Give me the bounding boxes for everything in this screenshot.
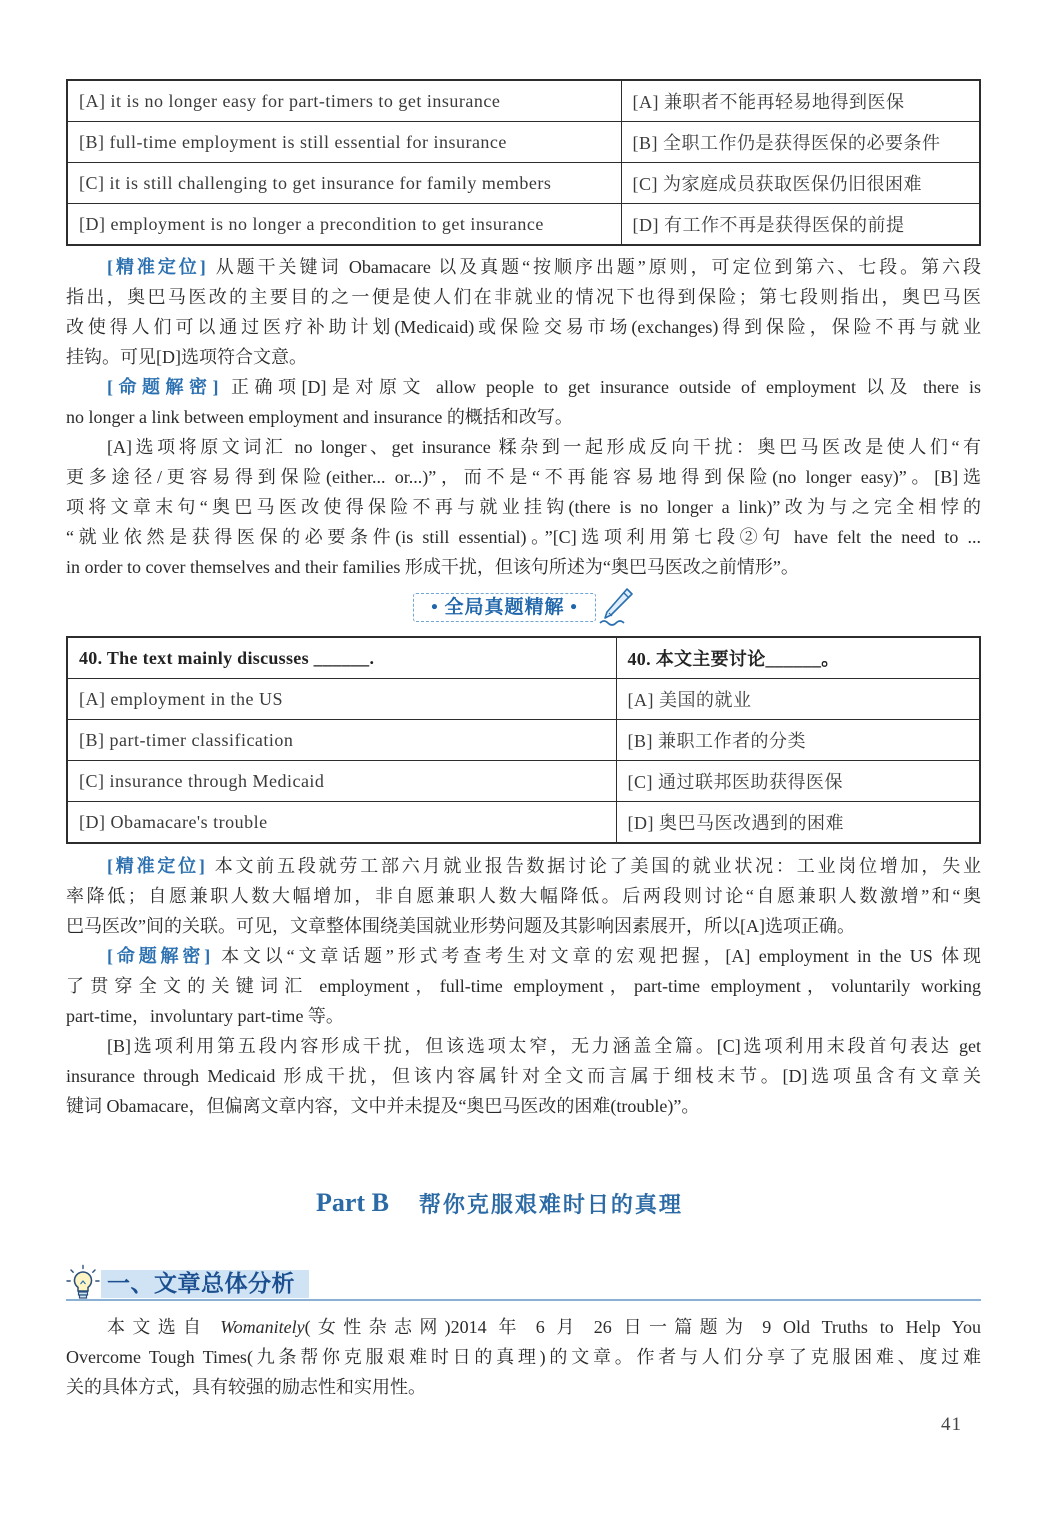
table-row bbox=[67, 761, 980, 802]
analysis-q39 bbox=[66, 252, 981, 582]
paragraph-line: “就业依然是获得医保的必要条件(is still essential)。”[C]选项利用第七段②句 have felt the need to ... bbox=[66, 527, 981, 547]
option-zh: [A] 美国的就业 bbox=[616, 679, 980, 720]
decode-tag: [命题解密] bbox=[107, 946, 211, 966]
paragraph-text: 正确项[D]是对原文 allow people to get insurance outside of employment 以及 there is bbox=[225, 377, 981, 397]
paragraph-text: 从题干关键词 Obamacare 以及真题“按顺序出题”原则，可定位到第六、七段。第六段 bbox=[212, 257, 981, 277]
paragraph-line: 项将文章末句“奥巴马医改使得保险不再与就业挂钩(there is no longer a link)”改为与之完全相悖的 bbox=[66, 497, 981, 517]
question-zh: 40. 本文主要讨论______。 bbox=[616, 637, 980, 679]
option-zh: [D] 奥巴马医改遇到的困难 bbox=[616, 802, 980, 844]
table-row bbox=[67, 679, 980, 720]
part-heading bbox=[316, 1184, 683, 1222]
paragraph-line bbox=[66, 851, 981, 881]
paragraph-line: 关的具体方式，具有较强的励志性和实用性。 bbox=[66, 1377, 426, 1397]
question-en: 40. The text mainly discusses ______. bbox=[67, 637, 616, 679]
option-zh: [C] 为家庭成员获取医保仍旧很困难 bbox=[621, 163, 980, 204]
option-zh: [D] 有工作不再是获得医保的前提 bbox=[621, 204, 980, 246]
paragraph-line: Overcome Tough Times(九条帮你克服艰难时日的真理)的文章。作者与人们分享了克服困难、度过难 bbox=[66, 1347, 981, 1367]
page-number: 41 bbox=[941, 1414, 962, 1435]
article-overview bbox=[66, 1312, 981, 1402]
paragraph-line: part-time，involuntary part-time 等。 bbox=[66, 1006, 344, 1026]
paragraph-line: 改使得人们可以通过医疗补助计划(Medicaid)或保险交易市场(exchanges)得到保险，保险不再与就业 bbox=[66, 317, 981, 337]
paragraph-line bbox=[66, 1312, 981, 1342]
section-banner: • 全局真题精解 • bbox=[413, 593, 596, 622]
paragraph-line: 了贯穿全文的关键词汇 employment，full-time employment，part-time employment，voluntarily working bbox=[66, 976, 981, 996]
option-en: [A] employment in the US bbox=[67, 679, 616, 720]
option-zh: [B] 全职工作仍是获得医保的必要条件 bbox=[621, 122, 980, 163]
paragraph-line: in order to cover themselves and their families 形成干扰，但该句所述为“奥巴马医改之前情形”。 bbox=[66, 557, 799, 577]
paragraph-line: 巴马医改”间的关联。可见，文章整体围绕美国就业形势问题及其影响因素展开，所以[A]选项正确。 bbox=[66, 916, 855, 936]
option-en: [B] part-timer classification bbox=[67, 720, 616, 761]
paragraph-line: no longer a link between employment and insurance 的概括和改写。 bbox=[66, 407, 573, 427]
paragraph-text: 本文以“文章话题”形式考查考生对文章的宏观把握，[A] employment in the US 体现 bbox=[217, 946, 981, 966]
table-row bbox=[67, 802, 980, 844]
paragraph-text: 本文前五段就劳工部六月就业报告数据讨论了美国的就业状况：工业岗位增加，失业 bbox=[211, 856, 981, 876]
locate-tag: [精准定位] bbox=[107, 856, 205, 876]
paragraph-line bbox=[66, 252, 981, 282]
options-table-q40 bbox=[66, 636, 981, 844]
table-row bbox=[67, 163, 980, 204]
paragraph-line: 键词 Obamacare，但偏离文章内容，文中并未提及“奥巴马医改的困难(trouble)”。 bbox=[66, 1096, 700, 1116]
section-divider bbox=[66, 1299, 981, 1301]
option-zh: [C] 通过联邦医助获得医保 bbox=[616, 761, 980, 802]
table-header-row bbox=[67, 637, 980, 679]
paragraph-line: 率降低；自愿兼职人数大幅增加，非自愿兼职人数大幅降低。后两段则讨论“自愿兼职人数激增”和“奥 bbox=[66, 886, 981, 906]
table-row bbox=[67, 80, 980, 122]
locate-tag: [精准定位] bbox=[107, 257, 206, 277]
paragraph-line: 挂钩。可见[D]选项符合文意。 bbox=[66, 347, 307, 367]
analysis-q40 bbox=[66, 851, 981, 1121]
table-row bbox=[67, 204, 980, 246]
paragraph-line bbox=[66, 941, 981, 971]
paragraph-text: (女性杂志网)2014 年 6 月 26 日一篇题为 9 Old Truths to Help You bbox=[304, 1317, 982, 1337]
table-row bbox=[67, 122, 980, 163]
part-label: Part B bbox=[316, 1188, 389, 1217]
paragraph-text: 本文选自 bbox=[107, 1317, 221, 1337]
part-title: 帮你克服艰难时日的真理 bbox=[418, 1191, 683, 1217]
options-table bbox=[66, 79, 981, 246]
table-row bbox=[67, 720, 980, 761]
option-en: [C] insurance through Medicaid bbox=[67, 761, 616, 802]
paragraph-line bbox=[66, 372, 981, 402]
option-en: [C] it is still challenging to get insurance for family members bbox=[67, 163, 621, 204]
decode-tag: [命题解密] bbox=[107, 377, 219, 397]
options-table-q39 bbox=[66, 79, 981, 246]
source-title: Womanitely bbox=[220, 1317, 305, 1337]
option-en: [A] it is no longer easy for part-timers to get insurance bbox=[67, 80, 621, 122]
option-en: [D] Obamacare's trouble bbox=[67, 802, 616, 844]
paragraph-line: 更多途径/更容易得到保险(either... or...)”，而不是“不再能容易地得到保险(no longer easy)”。[B]选 bbox=[66, 467, 981, 487]
option-en: [D] employment is no longer a precondition to get insurance bbox=[67, 204, 621, 246]
options-table bbox=[66, 636, 981, 844]
paragraph-line: 指出，奥巴马医改的主要目的之一便是使人们在非就业的情况下也得到保险；第七段则指出，奥巴马医 bbox=[66, 287, 981, 307]
paragraph-line: insurance through Medicaid 形成干扰，但该内容属针对全文而言属于细枝末节。[D]选项虽含有文章关 bbox=[66, 1066, 981, 1086]
paragraph-line: [B]选项利用第五段内容形成干扰，但该选项太窄，无力涵盖全篇。[C]选项利用末段首句表达 get bbox=[107, 1036, 981, 1056]
option-en: [B] full-time employment is still essential for insurance bbox=[67, 122, 621, 163]
lightbulb-icon bbox=[64, 1264, 102, 1302]
pen-icon bbox=[598, 587, 634, 627]
option-zh: [A] 兼职者不能再轻易地得到医保 bbox=[621, 80, 980, 122]
section-title: 一、文章总体分析 bbox=[107, 1271, 295, 1296]
paragraph-line: [A]选项将原文词汇 no longer、get insurance 糅杂到一起形成反向干扰：奥巴马医改是使人们“有 bbox=[107, 437, 981, 457]
option-zh: [B] 兼职工作者的分类 bbox=[616, 720, 980, 761]
